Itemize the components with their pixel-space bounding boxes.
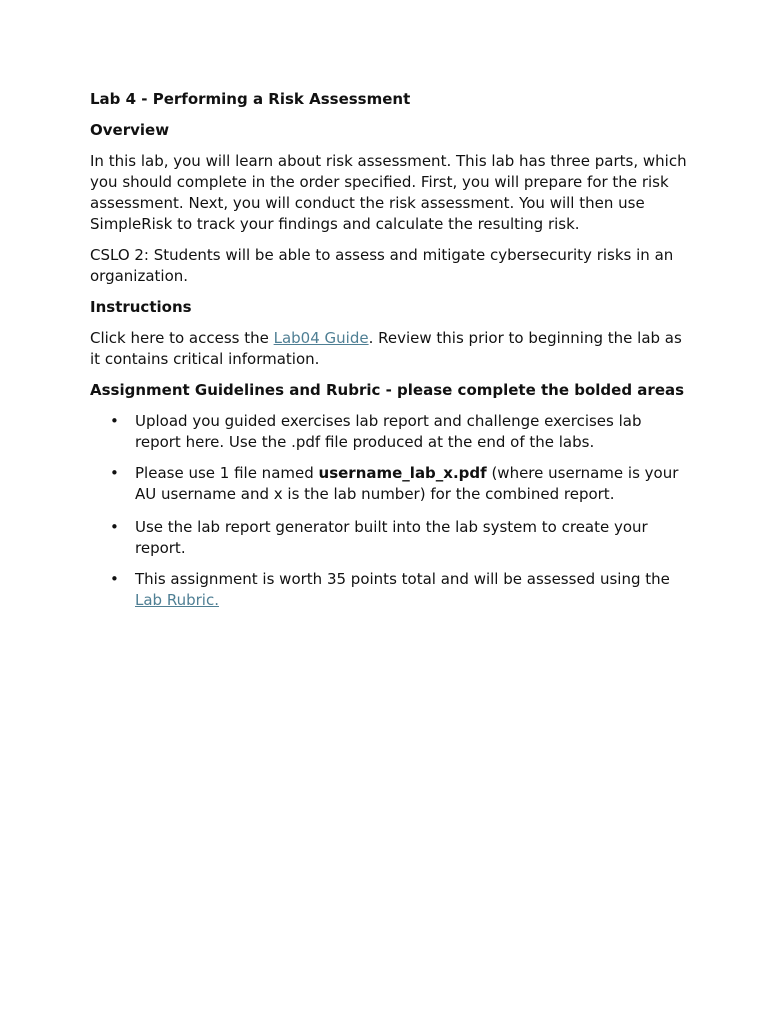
list-item-text: Please use 1 file named — [135, 464, 319, 482]
overview-paragraph: In this lab, you will learn about risk assessment. This lab has three parts, which you should complete in the order specified. First, you will prepare for the risk assessment. Next, you will conduct the risk assessment. You will then use SimpleRisk to track your findings and calculate the resulting risk. — [90, 152, 687, 233]
list-item-text: Upload you guided exercises lab report and challenge exercises lab report here. Use the .pdf file produced at the end of the labs. — [135, 412, 642, 451]
lab-rubric-link[interactable]: Lab Rubric. — [135, 591, 219, 609]
instructions-paragraph — [90, 328, 690, 370]
guidelines-heading: Assignment Guidelines and Rubric - please complete the bolded areas — [90, 381, 685, 399]
list-item — [90, 569, 690, 611]
list-item — [90, 463, 690, 505]
instructions-heading: Instructions — [90, 298, 192, 316]
bullet-icon: • — [110, 464, 119, 482]
list-item-text-after: (where username is your AU username and x is the lab number) for the combined report. — [135, 464, 679, 503]
overview-heading: Overview — [90, 121, 170, 139]
list-item — [90, 517, 690, 559]
bullet-icon: • — [110, 412, 119, 430]
instructions-text-before: Click here to access the — [90, 329, 274, 347]
bullet-icon: • — [110, 518, 119, 536]
bullet-icon: • — [110, 570, 119, 588]
filename-bold: username_lab_x.pdf — [318, 464, 487, 482]
document-page — [90, 89, 690, 621]
instructions-text-after: . Review this prior to beginning the lab as it contains critical information. — [90, 329, 682, 368]
cslo-paragraph: CSLO 2: Students will be able to assess and mitigate cybersecurity risks in an organization. — [90, 246, 674, 285]
guidelines-list — [90, 411, 690, 611]
document-title: Lab 4 - Performing a Risk Assessment — [90, 90, 411, 108]
lab-guide-link[interactable]: Lab04 Guide — [273, 329, 369, 347]
list-item — [90, 411, 690, 453]
list-item-text: Use the lab report generator built into the lab system to create your report. — [135, 518, 648, 557]
list-item-text: This assignment is worth 35 points total and will be assessed using the — [135, 570, 670, 588]
